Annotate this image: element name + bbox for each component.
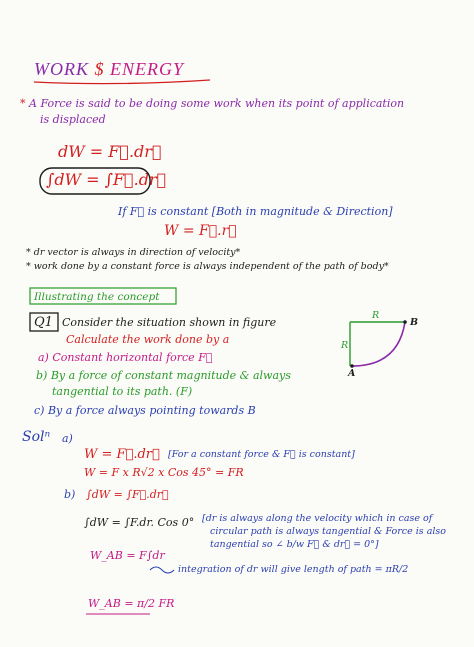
solution-part-b-label: b) — [64, 488, 76, 501]
star-icon: * — [20, 97, 26, 110]
question-label-box — [30, 313, 58, 331]
solution-eq-b2-note3: tangential so ∠ b/w F⃗ & dr⃗ = 0°] — [210, 539, 379, 550]
wavy-arrow — [150, 567, 174, 573]
definition-line2: is displaced — [40, 113, 106, 126]
figure-point-b — [403, 320, 407, 324]
solution-eq-b1: ∫dW = ∫F⃗.dr⃗ — [86, 488, 169, 501]
equation-box — [40, 168, 150, 194]
solution-part-a-label: a) — [62, 432, 73, 445]
solution-eq-b3: W_AB = F∫dr — [90, 549, 165, 562]
question-sub: Calculate the work done by a — [66, 333, 230, 346]
question-part-a: a) Constant horizontal force F⃗ — [38, 351, 213, 364]
question-part-b-line2: tangential to its path. (F) — [52, 385, 193, 398]
equation-dw: dW = F⃗.dr⃗ — [58, 142, 162, 161]
title-ampersand: $ — [94, 59, 105, 79]
note-path-independent: * work done by a constant force is always independent of the path of body* — [26, 261, 389, 272]
question-part-b-line1: b) By a force of constant magnitude & always — [36, 369, 291, 382]
solution-eq-b3-note: integration of dr will give length of path = πR/2 — [178, 564, 409, 575]
equation-integral-dw: ∫dW = ∫F⃗.dr⃗ — [46, 170, 167, 189]
solution-eq-b2-note2: circular path is always tangential & Force is also — [210, 526, 446, 537]
section-heading: Illustrating the concept — [34, 291, 160, 303]
question-text: Consider the situation shown in figure — [62, 316, 277, 329]
figure-label-left: R — [341, 340, 349, 351]
title-underline — [34, 80, 210, 84]
figure-label-b: B — [410, 317, 419, 328]
figure-arc — [352, 322, 405, 366]
constant-force-note: If F⃗ is constant [Both in magnitude & Direction] — [118, 205, 393, 218]
question-label: Q1 — [34, 315, 53, 330]
equation-w-fr: W = F⃗.r⃗ — [164, 223, 237, 239]
figure-label-top: R — [372, 310, 380, 321]
figure-label-a: A — [348, 368, 356, 379]
solution-label: Solⁿ — [22, 429, 51, 445]
section-heading-box — [30, 288, 176, 304]
solution-eq-a1: W = F⃗.dr⃗ — [84, 447, 160, 462]
title-energy: ENERGY — [110, 59, 185, 79]
note-dr-velocity: * dr vector is always in direction of velocity* — [26, 247, 241, 258]
definition-line1: A Force is said to be doing some work when its point of application — [29, 97, 405, 110]
title-work: WORK — [34, 59, 89, 79]
solution-eq-a1-note: [For a constant force & F⃗ is constant] — [168, 449, 355, 460]
question-part-c: c) By a force always pointing towards B — [34, 404, 256, 417]
solution-eq-a2: W = F x R√2 x Cos 45° = FR — [84, 466, 244, 479]
solution-eq-b2: ∫dW = ∫F.dr. Cos 0° — [84, 516, 195, 529]
solution-eq-b4: W_AB = π/2 FR — [88, 597, 175, 610]
solution-eq-b2-note1: [dr is always along the velocity which in case of — [202, 513, 433, 524]
